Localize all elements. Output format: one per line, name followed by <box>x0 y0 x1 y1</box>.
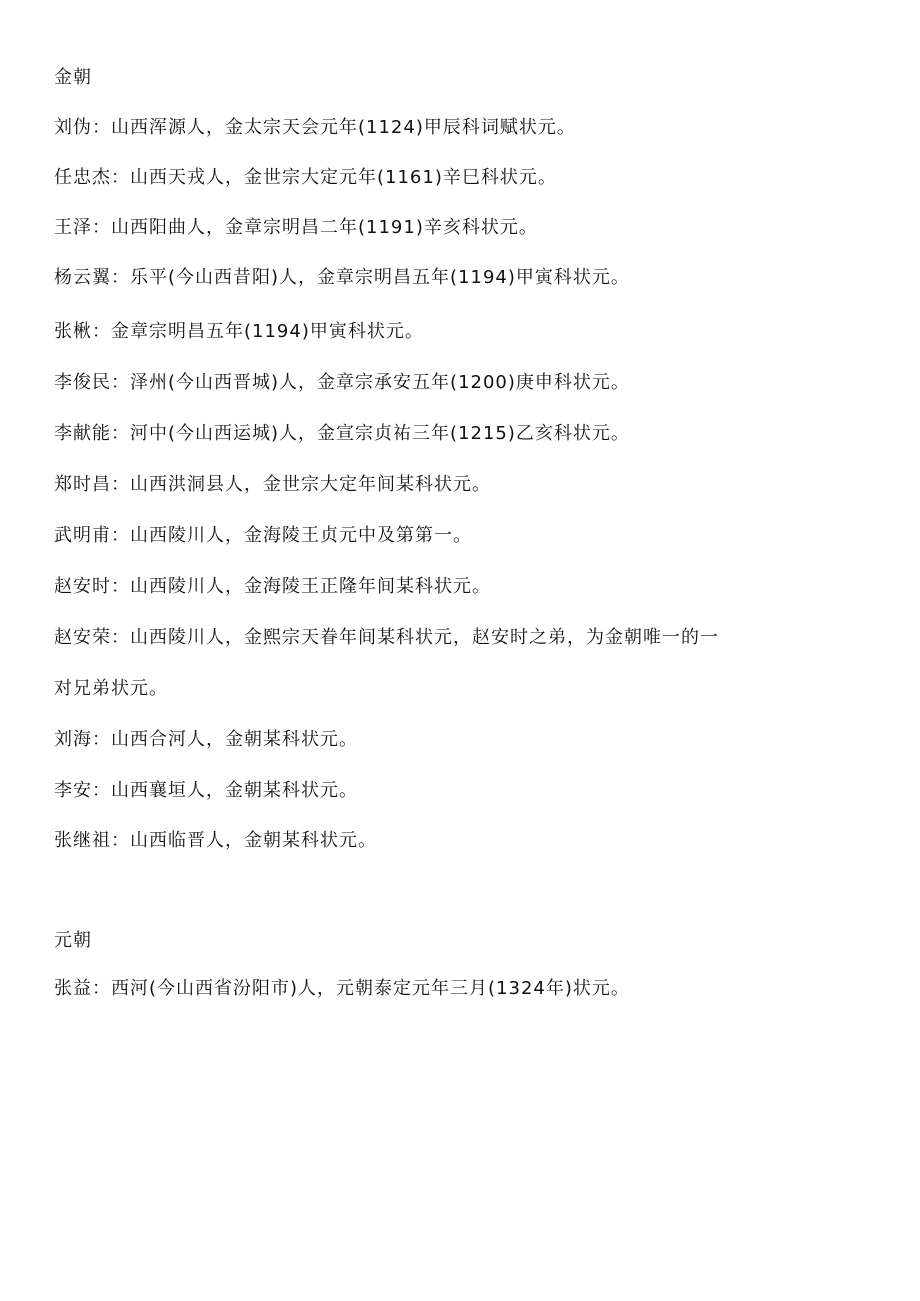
entry-zhang-yi: 张益：西河(今山西省汾阳市)人，元朝泰定元年三月(1324年)状元。 <box>54 978 630 999</box>
entry-zhang-jizu: 张继祖：山西临晋人，金朝某科状元。 <box>54 830 377 851</box>
entry-wu-mingfu: 武明甫：山西陵川人，金海陵王贞元中及第第一。 <box>54 525 472 546</box>
section-heading-yuan: 元朝 <box>54 930 92 951</box>
entry-li-an: 李安：山西襄垣人，金朝某科状元。 <box>54 780 358 801</box>
entry-zhao-anrong: 赵安荣：山西陵川人，金熙宗天眷年间某科状元，赵安时之弟，为金朝唯一的一 <box>54 627 719 648</box>
entry-li-xianneng: 李献能：河中(今山西运城)人，金宣宗贞祐三年(1215)乙亥科状元。 <box>54 423 630 444</box>
entry-zhang-qiu: 张楸：金章宗明昌五年(1194)甲寅科状元。 <box>54 321 424 342</box>
entry-zhao-anshi: 赵安时：山西陵川人，金海陵王正隆年间某科状元。 <box>54 576 491 597</box>
entry-zhao-anrong-continued: 对兄弟状元。 <box>54 678 168 699</box>
entry-li-junmin: 李俊民：泽州(今山西晋城)人，金章宗承安五年(1200)庚申科状元。 <box>54 372 630 393</box>
entry-wang-ze: 王泽：山西阳曲人，金章宗明昌二年(1191)辛亥科状元。 <box>54 217 538 238</box>
section-heading-jin: 金朝 <box>54 67 92 88</box>
entry-yang-yunyi: 杨云翼：乐平(今山西昔阳)人，金章宗明昌五年(1194)甲寅科状元。 <box>54 267 630 288</box>
entry-ren-zhongjie: 任忠杰：山西天戎人，金世宗大定元年(1161)辛巳科状元。 <box>54 167 557 188</box>
entry-zheng-shichang: 郑时昌：山西洪洞县人，金世宗大定年间某科状元。 <box>54 474 491 495</box>
entry-liu-hai: 刘海：山西合河人，金朝某科状元。 <box>54 729 358 750</box>
entry-liu-wei: 刘伪：山西浑源人，金太宗天会元年(1124)甲辰科词赋状元。 <box>54 117 576 138</box>
